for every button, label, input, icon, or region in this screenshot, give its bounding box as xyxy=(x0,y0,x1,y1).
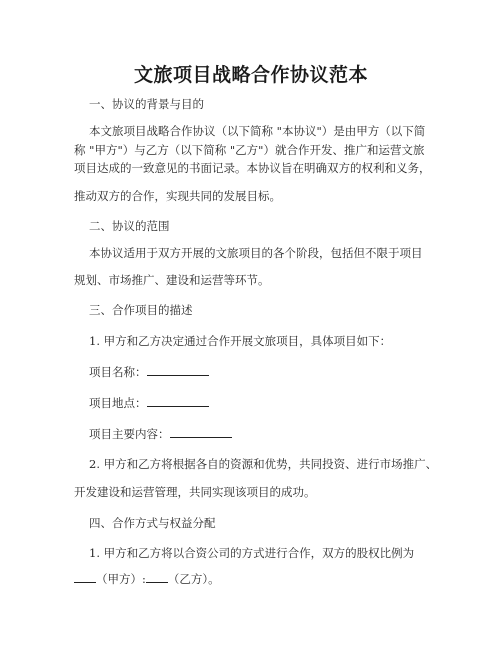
section-1-line-3: 项目达成的一致意见的书面记录。本协议旨在明确双方的权利和义务， xyxy=(74,161,431,175)
section-2-line-1: 本协议适用于双方开展的文旅项目的各个阶段，包括但不限于项目 xyxy=(89,246,423,260)
section-4-item-1-line-1: 1. 甲方和乙方将以合资公司的方式进行合作，双方的股权比例为 xyxy=(89,546,415,560)
section-3-item-2-line-2: 开发建设和运营管理，共同实现该项目的成功。 xyxy=(74,485,316,499)
section-4-heading: 四、合作方式与权益分配 xyxy=(89,516,216,530)
project-location-blank xyxy=(147,394,209,407)
equity-ratio-line xyxy=(74,570,220,587)
party-a-label: （甲方）: xyxy=(96,572,146,586)
project-location-field xyxy=(89,394,209,411)
project-location-label: 项目地点： xyxy=(89,396,147,410)
section-3-item-1: 1. 甲方和乙方决定通过合作开展文旅项目，具体项目如下： xyxy=(89,334,392,348)
project-content-label: 项目主要内容： xyxy=(89,427,170,441)
project-content-field xyxy=(89,425,232,442)
section-3-item-2-line-1: 2. 甲方和乙方将根据各自的资源和优势，共同投资、进行市场推广、 xyxy=(89,457,438,471)
document-title: 文旅项目战略合作协议范本 xyxy=(133,64,368,86)
project-content-blank xyxy=(170,425,232,438)
party-a-share-blank xyxy=(74,570,96,583)
section-3-heading: 三、合作项目的描述 xyxy=(89,303,193,317)
section-1-line-1: 本文旅项目战略合作协议（以下简称 "本协议"）是由甲方（以下简 xyxy=(89,124,426,138)
project-name-blank xyxy=(147,363,209,376)
party-b-share-blank xyxy=(146,570,168,583)
section-1-line-2: 称 "甲方"）与乙方（以下简称 "乙方"）就合作开发、推广和运营文旅 xyxy=(74,143,425,157)
section-1-heading: 一、协议的背景与目的 xyxy=(89,97,204,111)
section-1-line-4: 推动双方的合作，实现共同的发展目标。 xyxy=(74,189,281,203)
project-name-field xyxy=(89,363,209,380)
party-b-label: （乙方）。 xyxy=(167,572,220,586)
section-2-heading: 二、协议的范围 xyxy=(89,219,170,233)
project-name-label: 项目名称： xyxy=(89,365,147,379)
section-2-line-2: 规划、市场推广、建设和运营等环节。 xyxy=(74,273,270,287)
